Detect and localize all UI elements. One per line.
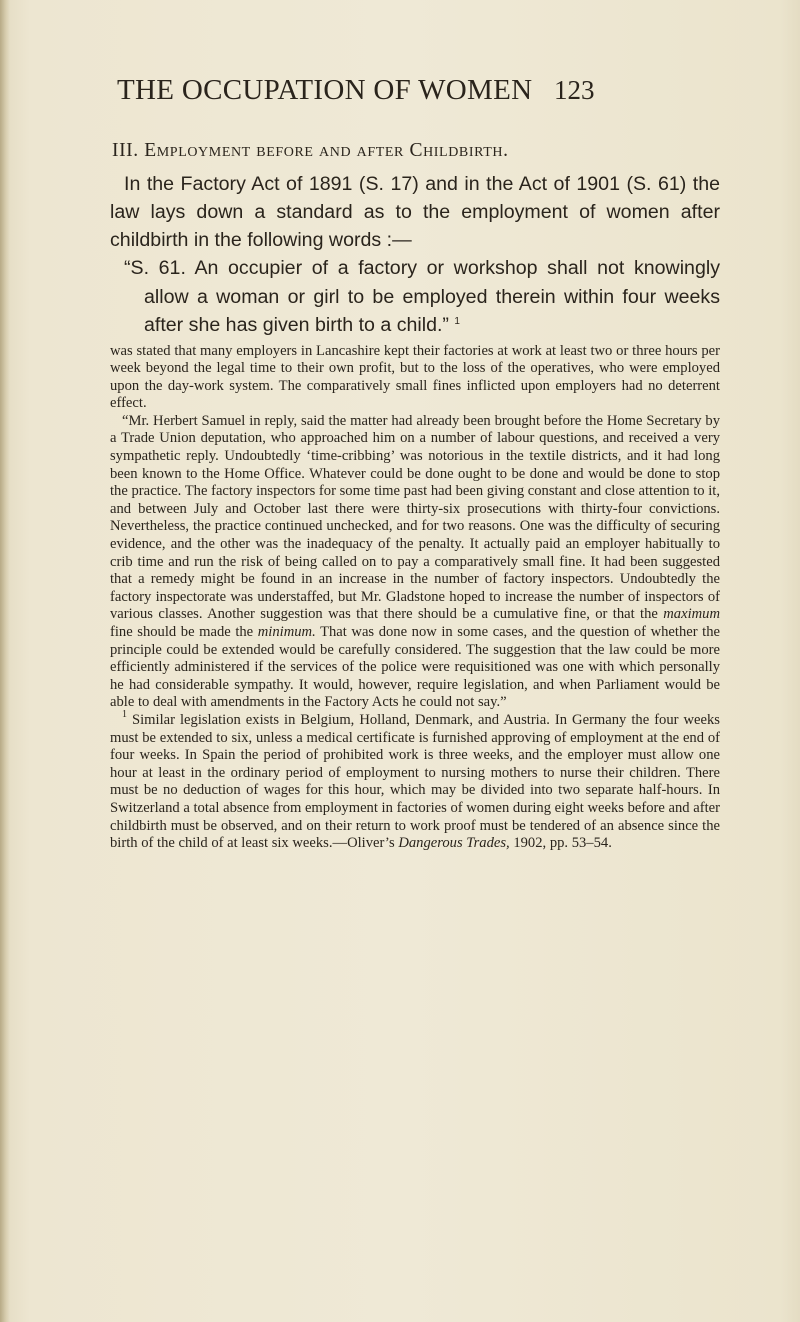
section-heading <box>112 140 720 162</box>
paragraph-2-part-a: “Mr. Herbert Samuel in reply, said the matter had already been brought before the Home Secretary by a Trade Union deputation, who approached him on a number of labour questions, and received a very sympathetic reply. Undoubtedly ‘time-cribbing’ was notorious in the textile districts, and it had long been known to the Home Office. Whatever could be done ought to be done and would be done to stop the practice. The factory inspectors for some time past had been giving constant and close attention to it, and between July and October last there were thirty-six prosecutions with thirty-four convictions. Nevertheless, the practice continued unchecked, and for two reasons. One was the difficulty of securing evidence, and the other was the inadequacy of the penalty. It actually paid an employer habitually to crib time and run the risk of being called on to pay a comparatively small fine. It had been suggested that a remedy might be found in an increase in the number of factory inspectors. Undoubtedly the factory inspectorate was understaffed, but Mr. Gladstone hoped to increase the number of inspectors of various classes. Another suggestion was that there should be a cumulative fine, or that the <box>110 412 720 623</box>
page-header <box>0 74 800 118</box>
footnote <box>110 708 720 853</box>
running-title: THE OCCUPATION OF WOMEN <box>117 74 533 106</box>
footnote-text-b: 1902, pp. 53–54. <box>513 835 612 852</box>
paragraph-2-part-b: fine should be made the <box>110 624 254 640</box>
page-number: 123 <box>554 75 595 105</box>
intro-paragraph: In the Factory Act of 1891 (S. 17) and in the Act of 1901 (S. 61) the law lays down a standard as to the employment of women after childbirth in the following words :— <box>110 173 720 251</box>
footnote-marker: 1 <box>122 708 127 720</box>
page-edge-shadow <box>0 0 10 1322</box>
paragraph-2-part-c: That was done now in some cases, and the question of whether the principle could be extended would be carefully considered. The suggestion that the law could be more efficiently administered if the services of the police were requisitioned was one with which personally he had considerable sympathy. It would, however, require legislation, and when Parliament would be able to deal with amendments in the Factory Acts he could not say.” <box>110 624 720 711</box>
section-title: Employment before and after Childbirth. <box>144 140 509 161</box>
statute-quote <box>124 254 720 340</box>
page-body <box>110 140 720 853</box>
emphasis-maximum: maximum <box>663 606 720 623</box>
footnote-text-a: Similar legislation exists in Belgium, Holland, Denmark, and Austria. In Germany the four weeks must be extended to six, unless a medical certificate is furnished approving of employment at the end of four weeks. In Spain the period of prohibited work is three weeks, and the employer must allow one hour at least in the ordinary period of employment to nursing mothers to nurse their children. There must be no deduction of wages for this hour, which may be divided into two separate half-hours. In Switzerland a total absence from employment in factories of women during eight weeks before and after childbirth must be observed, and on their return to work proof must be tendered of an absence since the birth of the child of at least six weeks.—Oliver’s <box>110 711 720 852</box>
emphasis-minimum: minimum. <box>257 624 316 640</box>
quote-text: “S. 61. An occupier of a factory or workshop shall not knowingly allow a woman or girl to be employed therein within four weeks after she has given birth to a child.” <box>124 257 720 336</box>
footnote-source-title: Dangerous Trades, <box>398 835 510 852</box>
body-paragraph-1: was stated that many employers in Lancashire kept their factories at work at least two or three hours per week beyond the legal time to their own profit, but to the loss of the operatives, who were employed upon the day-work system. The comparatively small fines inflicted upon employers had no deterrent effect. <box>110 342 720 412</box>
body-paragraph-2 <box>110 413 720 712</box>
footnote-reference: 1 <box>454 316 460 327</box>
section-number: III. <box>112 140 139 161</box>
